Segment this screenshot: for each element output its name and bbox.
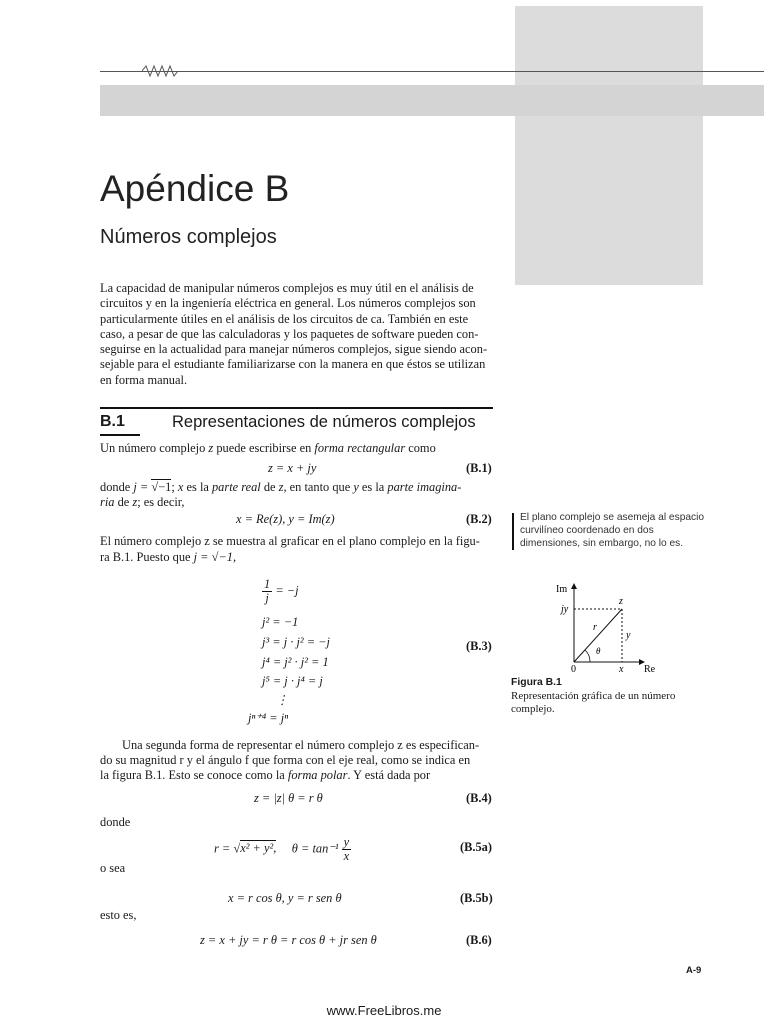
equation-b5b: x = r cos θ, y = r sen θ: [228, 891, 342, 905]
body-line-p4c: la figura B.1. Esto se conoce como la forma polar. Y está dada por: [100, 768, 431, 782]
intro-line: en forma manual.: [100, 372, 188, 387]
body-line-p2a: donde j = √−1; x es la parte real de z, en tanto que y es la parte imagina-: [100, 480, 462, 494]
footer-watermark: www.FreeLibros.me: [326, 1003, 442, 1018]
equation-number-b5b: (B.5b): [460, 891, 493, 905]
equation-b3-row: j² = −1: [262, 615, 299, 629]
section-number: B.1: [100, 413, 125, 430]
body-line-p3b: ra B.1. Puesto que j = √−1,: [100, 550, 237, 564]
word-donde: donde: [100, 815, 131, 829]
equation-b4: z = |z| θ = r θ: [254, 791, 323, 805]
word-esto-es: esto es,: [100, 908, 137, 922]
equation-number-b6: (B.6): [466, 933, 492, 947]
header-gray-band: [100, 85, 764, 116]
equation-number-b2: (B.2): [466, 512, 492, 526]
margin-note: El plano complejo se asemeja al espacio curvilíneo coordenado en dos dimensiones, sin embargo, no lo es.: [520, 512, 705, 550]
margin-note-bar: [512, 513, 514, 550]
body-line-p2b: ria de z; es decir,: [100, 495, 185, 509]
equation-b3-row: j³ = j · j² = −j: [262, 635, 330, 649]
complex-plane-figure: [552, 578, 672, 678]
section-rule: [100, 407, 493, 409]
equation-b3-row: j⁴ = j² · j² = 1: [262, 655, 329, 669]
intro-line: caso, a pesar de que las calculadoras y los paquetes de software pueden con-: [100, 326, 479, 341]
intro-line: sejable para el estudiante familiarizarse con la manera en que éstos se utilizan: [100, 357, 486, 372]
intro-line: particularmente útiles en el análisis de los circuitos de ca. También en este: [100, 311, 469, 326]
figure-caption: Representación gráfica de un número complejo.: [511, 690, 676, 715]
chapter-title: Apéndice B: [100, 168, 290, 209]
header-rule: [100, 71, 764, 72]
label-x: x: [619, 664, 624, 675]
word-o-sea: o sea: [100, 861, 126, 875]
equation-b3-vdots: ⋮: [276, 693, 289, 707]
intro-line: La capacidad de manipular números complejos es muy útil en el análisis de: [100, 281, 474, 295]
label-jy: jy: [561, 604, 569, 615]
angle-arc: [585, 650, 590, 662]
equation-b3-fraction: $\frac{1}{j}$ = −j: [264, 577, 299, 605]
intro-line: circuitos y en la ingeniería eléctrica en general. Los números complejos son: [100, 296, 476, 311]
label-z: z: [619, 596, 623, 607]
body-line-p3a: El número complejo z se muestra al graficar en el plano complejo en la figu-: [100, 534, 480, 548]
label-origin: 0: [571, 664, 576, 675]
header-gray-tab: [515, 6, 703, 285]
equation-b3-row: jⁿ⁺⁴ = jⁿ: [248, 711, 289, 725]
intro-paragraph: [100, 281, 493, 388]
equation-b5a: r = √x² + y², θ = tan⁻¹ $\frac{y}{x}$: [214, 835, 350, 863]
chapter-subtitle: Números complejos: [100, 226, 277, 248]
page-number: A-9: [686, 965, 702, 976]
body-line-p4a: Una segunda forma de representar el número complejo z es especifican-: [122, 738, 480, 752]
equation-b3-row: j⁵ = j · j⁴ = j: [262, 674, 323, 688]
label-theta: θ: [596, 646, 601, 656]
zigzag-ornament: [142, 64, 182, 78]
body-line-p1: Un número complejo z puede escribirse en forma rectangular como: [100, 441, 436, 455]
equation-b1: z = x + jy: [268, 461, 317, 475]
section-title: Representaciones de números complejos: [172, 413, 476, 431]
intro-line: seguirse en la actualidad para manejar números complejos, sigue siendo acon-: [100, 342, 488, 357]
equation-number-b5a: (B.5a): [460, 840, 493, 854]
label-y: y: [626, 630, 631, 641]
label-re: Re: [644, 664, 656, 675]
fraction: $\frac{y}{x}$: [343, 835, 350, 863]
equation-b2: x = Re(z), y = Im(z): [236, 512, 335, 526]
label-r: r: [593, 622, 597, 633]
section-number-underline: [100, 434, 140, 436]
label-im: Im: [556, 584, 568, 595]
fraction: $\frac{1}{j}$: [264, 577, 271, 605]
figure-caption-title: Figura B.1: [511, 677, 562, 688]
equation-number-b3: (B.3): [466, 639, 492, 653]
equation-b6: z = x + jy = r θ = r cos θ + jr sen θ: [200, 933, 377, 947]
equation-number-b1: (B.1): [466, 461, 492, 475]
body-line-p4b: do su magnitud r y el ángulo f que forma con el eje real, como se indica en: [100, 753, 471, 767]
equation-number-b4: (B.4): [466, 791, 492, 805]
